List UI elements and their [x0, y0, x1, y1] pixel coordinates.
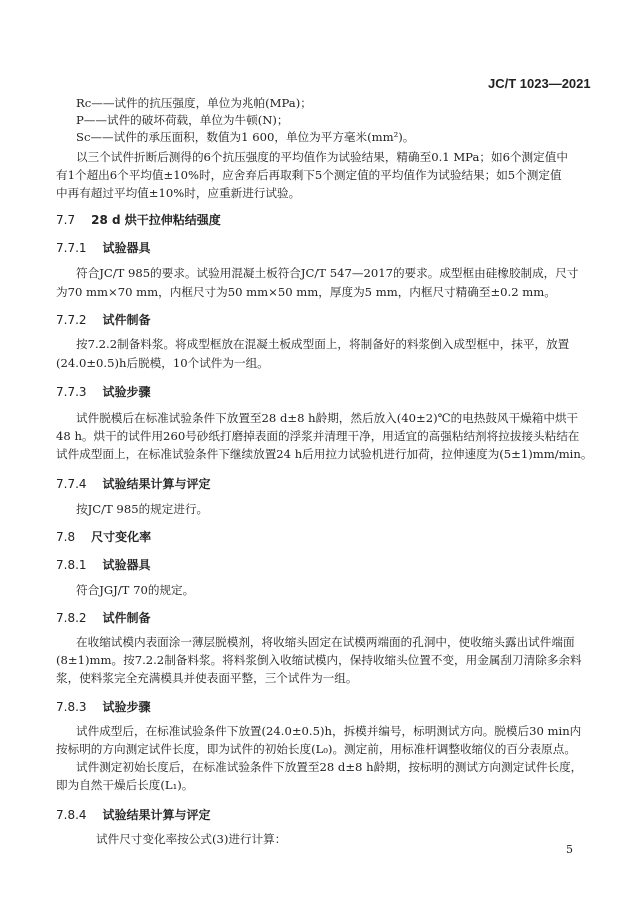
page-number: 5 [566, 843, 573, 856]
heading-7-7-1-title: 试验器具 [102, 241, 151, 255]
def-rc [76, 94, 312, 112]
heading-7-7-3-number: 7.7.3 [56, 385, 87, 399]
heading-7-7 [56, 211, 221, 228]
def-p-text: P——试件的破坏荷载，单位为牛顿(N)； [76, 113, 289, 127]
heading-7-8-title: 尺寸变化率 [91, 530, 152, 544]
heading-7-8-number: 7.8 [56, 530, 76, 544]
para-782-line-2: (8±1)mm。按7.2.2制备料浆。将料浆倒入收缩试模内，保持收缩头位置不变，用金属刮刀清除多余料 [56, 653, 582, 667]
para-774: 按JC/T 985的规定进行。 [76, 502, 209, 516]
para-compress-line-1: 以三个试件折断后测得的6个抗压强度的平均值作为试验结果，精确至0.1 MPa；如6个测定值中 [76, 150, 568, 164]
heading-7-7-2-number: 7.7.2 [56, 313, 87, 327]
heading-7-7-1-number: 7.7.1 [56, 241, 87, 255]
para-773-line-3: 试件成型面上，在标准试验条件下继续放置24 h后用拉力试验机进行加荷，拉伸速度为(5±1)mm/min。 [56, 447, 593, 461]
heading-7-7-number: 7.7 [56, 213, 76, 227]
heading-7-7-3-title: 试验步骤 [102, 385, 151, 399]
para-782-line-1: 在收缩试模内表面涂一薄层脱模剂，将收缩头固定在试模两端面的孔洞中，使收缩头露出试件端面 [76, 635, 575, 649]
heading-7-8-2 [56, 609, 151, 626]
heading-7-8-1-title: 试验器具 [102, 558, 151, 572]
heading-7-7-1 [56, 239, 151, 256]
para-783a-line-1: 试件成型后，在标准试验条件下放置(24.0±0.5)h，拆模并编号，标明测试方向。脱模后30 min内 [76, 724, 582, 738]
def-sc [76, 128, 414, 146]
def-rc-text: Rc——试件的抗压强度，单位为兆帕(MPa)； [76, 96, 312, 110]
para-compress-line-3: 中再有超过平均值±10%时，应重新进行试验。 [56, 186, 301, 200]
heading-7-7-4-title: 试验结果计算与评定 [102, 477, 211, 491]
para-783a-line-2: 按标明的方向测定试件长度，即为试件的初始长度(L₀)。测定前，用标准杆调整收缩仪的百分表原点。 [56, 742, 576, 756]
heading-7-8-3-number: 7.8.3 [56, 700, 87, 714]
para-781: 符合JGJ/T 70的规定。 [76, 583, 195, 597]
heading-7-7-4-number: 7.7.4 [56, 477, 87, 491]
standard-number: JC/T 1023—2021 [488, 76, 591, 91]
heading-7-7-2-title: 试件制备 [102, 313, 151, 327]
heading-7-8-4-title: 试验结果计算与评定 [102, 808, 211, 822]
heading-7-8-2-title: 试件制备 [102, 611, 151, 625]
heading-7-8-3-title: 试验步骤 [102, 700, 151, 714]
para-compress-line-2: 有1个超出6个平均值±10%时，应舍弃后再取剩下5个测定值的平均值作为试验结果；如5个测定值 [56, 168, 562, 182]
heading-7-8-2-number: 7.8.2 [56, 611, 87, 625]
para-783b-line-1: 试件测定初始长度后，在标准试验条件下放置至28 d±8 h龄期，按标明的测试方向测定试件长度， [76, 760, 583, 774]
para-773-line-1: 试件脱模后在标准试验条件下放置至28 d±8 h龄期，然后放入(40±2)℃的电热鼓风干燥箱中烘干 [76, 411, 579, 425]
heading-7-8-4 [56, 806, 211, 823]
para-771-line-2: 为70 mm×70 mm，内框尺寸为50 mm×50 mm，厚度为5 mm，内框尺寸精确至±0.2 mm。 [56, 285, 556, 299]
heading-7-7-2 [56, 311, 151, 328]
para-783b-line-2: 即为自然干燥后长度(L₁)。 [56, 778, 194, 792]
def-p [76, 111, 289, 129]
heading-7-8-3 [56, 698, 151, 715]
para-771-line-1: 符合JC/T 985的要求。试验用混凝土板符合JC/T 547—2017的要求。成型框由硅橡胶制成，尺寸 [76, 266, 579, 280]
heading-7-7-title: 28 d 烘干拉伸粘结强度 [91, 213, 221, 227]
para-773-line-2: 48 h。烘干的试件用260号砂纸打磨掉表面的浮浆并清理干净，用适宜的高强粘结剂将拉拔接头粘结在 [56, 429, 580, 443]
heading-7-8-1-number: 7.8.1 [56, 558, 87, 572]
para-772-line-2: (24.0±0.5)h后脱模，10个试件为一组。 [56, 356, 269, 370]
para-772-line-1: 按7.2.2制备料浆。将成型框放在混凝土板成型面上，将制备好的料浆倒入成型框中，抹平，放置 [76, 337, 570, 351]
heading-7-8 [56, 528, 151, 545]
para-784: 试件尺寸变化率按公式(3)进行计算： [96, 832, 287, 846]
heading-7-7-4 [56, 475, 211, 492]
para-782-line-3: 浆，使料浆完全充满模具并使表面平整，三个试件为一组。 [56, 671, 358, 685]
heading-7-7-3 [56, 383, 151, 400]
heading-7-8-4-number: 7.8.4 [56, 808, 87, 822]
def-sc-text: Sc——试件的承压面积，数值为1 600，单位为平方毫米(mm²)。 [76, 130, 415, 144]
heading-7-8-1 [56, 556, 151, 573]
